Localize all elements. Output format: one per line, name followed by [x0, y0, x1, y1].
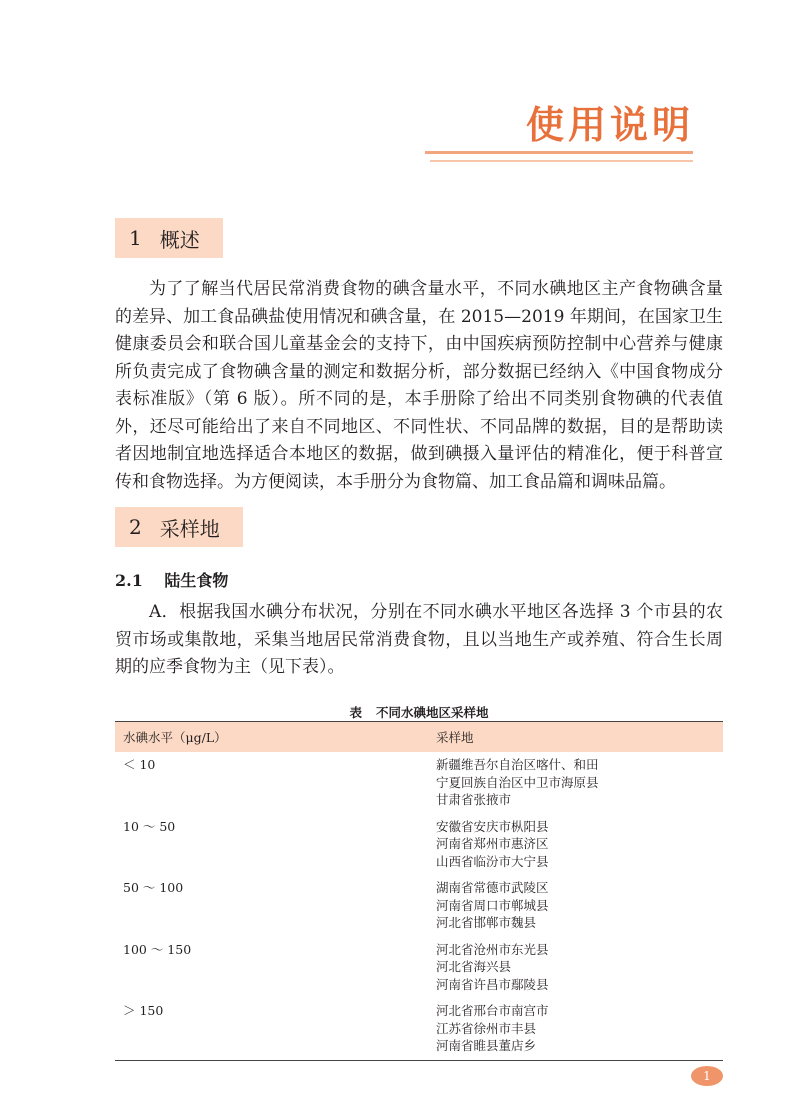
section-number: 2 — [129, 515, 142, 539]
site-name: 河北省沧州市东光县 — [436, 941, 549, 957]
section-label: 概述 — [159, 227, 200, 252]
overview-paragraph: 为了了解当代居民常消费食物的碘含量水平，不同水碘地区主产食物碘含量的差异、加工食品碘盐使用情况和碘含量，在 2015—2019 年期间，在国家卫生健康委员会和联合国儿童基金会的支持下，由中国疾病预防控制中心营养与健康所负责完成了食物碘含量的测定和数据分析，部分数据已经纳入《中国食物成分表标准版》（第 6 版）。所不同的是，本手册除了给出不同类别食物碘的代表值外，还尽可能给出了来自不同地区、不同性状、不同品牌的数据，目的是帮助读者因地制宜地选择适合本地区的数据，做到碘摄入量评估的精准化，便于科普宣传和食物选择。为方便阅读，本手册分为食物篇、加工食品篇和调味品篇。 — [115, 279, 723, 492]
page-title: 使用说明 — [525, 103, 694, 147]
title-rule-top — [425, 151, 693, 154]
site-name: 甘肃省张掖市 — [436, 792, 512, 807]
section-heading-sampling — [115, 507, 243, 547]
subsection-number: 2.1 — [115, 571, 143, 590]
page-number-badge: 1 — [691, 1066, 723, 1086]
table-cell-sites — [428, 752, 723, 814]
table-cell-level: ＜ 10 — [123, 757, 156, 772]
subsection-label: 陆生食物 — [164, 571, 229, 590]
site-name: 河北省海兴县 — [436, 959, 512, 974]
title-rule-bottom — [430, 160, 693, 162]
site-name: 河南省睢县董店乡 — [436, 1038, 537, 1053]
section-number: 1 — [129, 226, 142, 250]
table-row — [115, 998, 723, 1060]
table-cell-sites — [428, 875, 723, 937]
site-name: 山西省临汾市大宁县 — [436, 853, 549, 869]
table-cell-sites — [428, 814, 723, 876]
sampling-paragraph: A．根据我国水碘分布状况，分别在不同水碘水平地区各选择 3 个市县的农贸市场或集散地，采集当地居民常消费食物，且以当地生产或养殖、符合生长周期的应季食物为主（见下表）。 — [115, 602, 723, 677]
site-name: 湖南省常德市武陵区 — [436, 880, 549, 895]
site-name: 河北省邯郸市魏县 — [436, 915, 537, 930]
table-cell-level: 100 ～ 150 — [123, 941, 192, 957]
table-cell-level: 10 ～ 50 — [123, 818, 176, 834]
section-heading-overview — [115, 218, 223, 258]
table-caption — [115, 703, 723, 721]
site-name: 江苏省徐州市丰县 — [436, 1020, 537, 1036]
table-cell-sites — [428, 998, 723, 1060]
table-cell-level: 50 ～ 100 — [123, 880, 184, 895]
site-name: 新疆维吾尔自治区喀什、和田 — [436, 757, 599, 772]
site-name: 河南省周口市郸城县 — [436, 897, 549, 913]
table-cell-sites — [428, 937, 723, 999]
subsection-heading — [115, 568, 228, 591]
site-name: 宁夏回族自治区中卫市海原县 — [436, 774, 599, 790]
table-row — [115, 937, 723, 999]
table-header-sites: 采样地 — [436, 730, 474, 745]
section-label: 采样地 — [159, 516, 220, 541]
table-row — [115, 752, 723, 814]
site-name: 河南省许昌市鄢陵县 — [436, 976, 549, 992]
table-caption-label: 表 — [349, 705, 362, 720]
table-caption-text: 不同水碘地区采样地 — [376, 705, 489, 720]
table-header-level: 水碘水平（μg/L） — [123, 730, 227, 745]
table-row — [115, 814, 723, 876]
sampling-sites-table — [115, 721, 723, 1061]
site-name: 河北省邢台市南宫市 — [436, 1003, 549, 1018]
site-name: 安徽省安庆市枞阳县 — [436, 818, 549, 834]
site-name: 河南省郑州市惠济区 — [436, 836, 549, 851]
table-row — [115, 875, 723, 937]
table-cell-level: ＞ 150 — [123, 1003, 164, 1018]
table-header-row — [115, 722, 723, 753]
